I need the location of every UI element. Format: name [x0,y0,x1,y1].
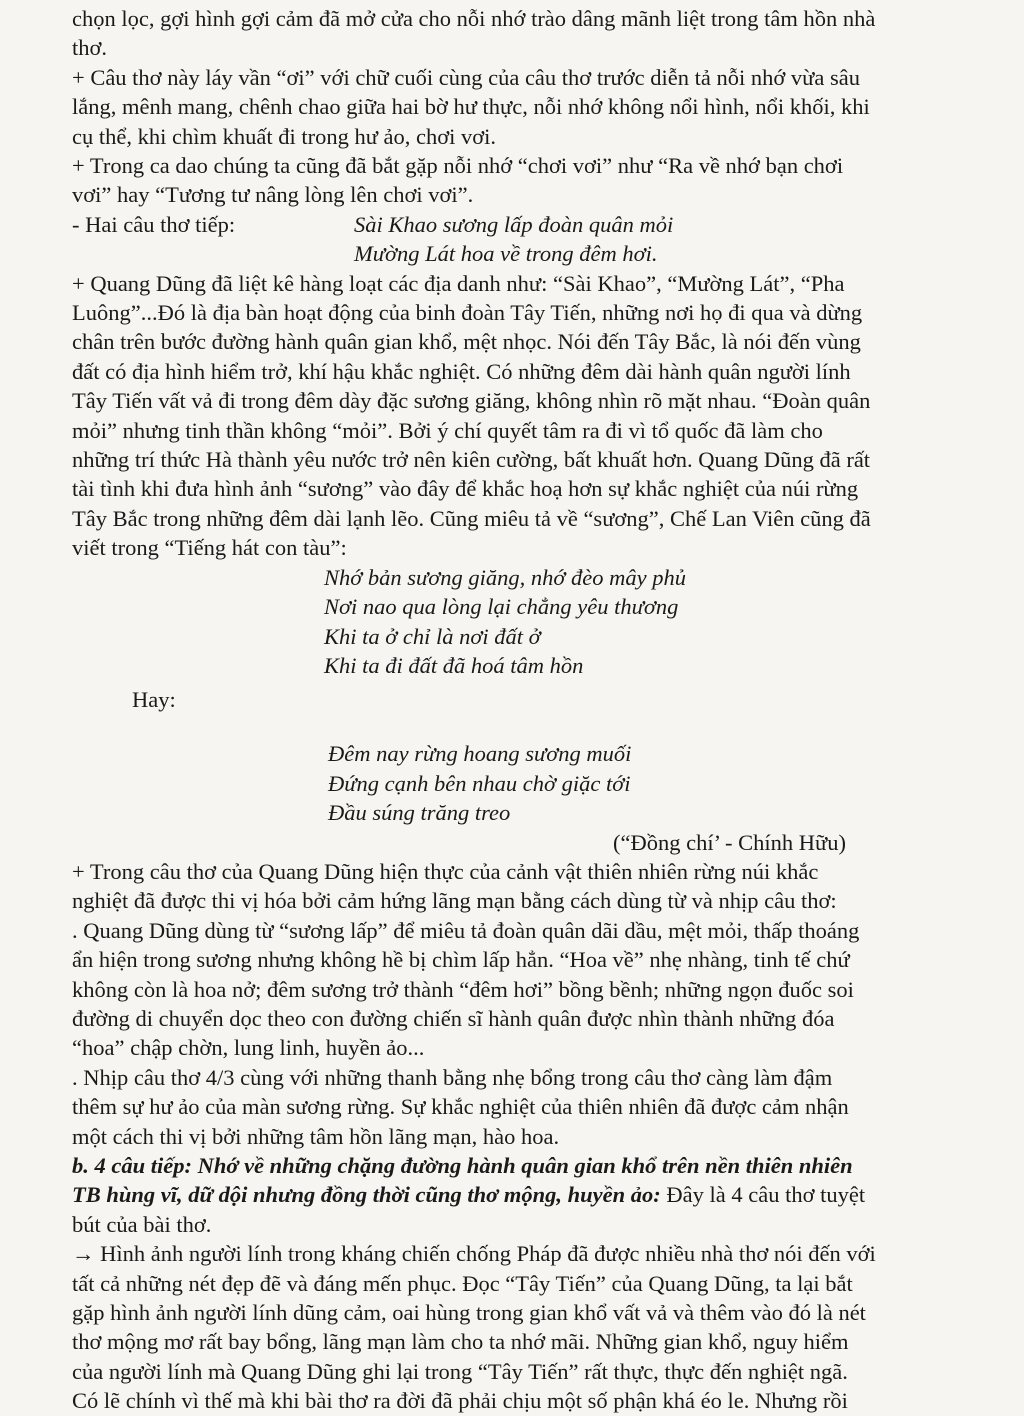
text-line: tài tình khi đưa hình ảnh “sương” vào đây để khắc hoạ hơn sự khắc nghiệt của núi rừng [72,476,859,502]
text-line: bút của bài thơ. [72,1211,212,1237]
text-line: mỏi” nhưng tinh thần không “mỏi”. Bởi ý chí quyết tâm ra đi vì tổ quốc đã làm cho [72,417,823,443]
text-line: thơ mộng mơ rất bay bổng, lãng mạn làm cho ta nhớ mãi. Những gian khổ, nguy hiểm [72,1329,849,1355]
section-heading-rest: Đây là 4 câu thơ tuyệt [660,1182,866,1208]
text-line: đất có địa hình hiểm trở, khí hậu khắc nghiệt. Có những đêm dài hành quân người lính [72,358,851,384]
text-line: chân trên bước đường hành quân gian khổ, mệt nhọc. Nói đến Tây Bắc, là nói đến vùng [72,329,861,355]
poem-stanza-che-lan-vien [72,563,978,681]
verse-pair [72,210,978,269]
verse-line: Sài Khao sương lấp đoàn quân mỏi [354,211,674,237]
text-line: “hoa” chập chờn, lung linh, huyền ảo... [72,1035,425,1061]
text-line: → Hình ảnh người lính trong kháng chiến chống Pháp đã được nhiều nhà thơ nói đến với [72,1241,876,1267]
realism-paragraph [72,857,978,1151]
section-heading-line [72,1180,978,1209]
verse-line: Mường Lát hoa về trong đêm hơi. [354,241,658,267]
text-line: những trí thức Hà thành yêu nước trở nên kiên cường, bất khuất hơn. Quang Dũng đã rất [72,447,871,473]
poem-line: Đứng cạnh bên nhau chờ giặc tới [328,770,631,796]
text-line: nghiệt đã được thi vị hóa bởi cảm hứng lãng mạn bằng cách dùng từ và nhịp câu thơ: [72,888,837,914]
text-line: + Quang Dũng đã liệt kê hàng loạt các địa danh như: “Sài Khao”, “Mường Lát”, “Pha [72,270,845,296]
text-line: đường di chuyển dọc theo con đường chiến sĩ hành quân được nhìn thành những đóa [72,1005,835,1031]
poem-line: Nhớ bản sương giăng, nhớ đèo mây phủ [324,564,687,590]
text-line: chọn lọc, gợi hình gợi cảm đã mở cửa cho nỗi nhớ trào dâng mãnh liệt trong tâm hồn nhà [72,6,876,31]
poem-line: Đầu súng trăng treo [328,800,511,826]
text-line: thêm sự hư ảo của màn sương rừng. Sự khắc nghiệt của thiên nhiên đã được cảm nhận [72,1094,849,1120]
place-paragraph [72,269,978,563]
text-line: . Nhịp câu thơ 4/3 cùng với những thanh bằng nhẹ bổng trong câu thơ càng làm đậm [72,1064,833,1090]
text-line: vơi” hay “Tương tư nâng lòng lên chơi vơi”. [72,182,474,208]
text-line: tất cả những nét đẹp đẽ và đáng mến phục. Đọc “Tây Tiến” của Quang Dũng, ta lại bắt [72,1270,853,1296]
section-heading-bold: TB hùng vĩ, dữ dội nhưng đồng thời cũng thơ mộng, huyền ảo: [72,1182,661,1208]
text-line: + Trong ca dao chúng ta cũng đã bắt gặp nỗi nhớ “chơi vơi” như “Ra về nhớ bạn chơi [72,153,844,179]
poem-line: Đêm nay rừng hoang sương muối [328,741,632,767]
text-line: không còn là hoa nở; đêm sương trở thành “đêm hơi” bồng bềnh; những ngọn đuốc soi [72,976,854,1002]
text-line: cụ thể, khi chìm khuất đi trong hư ảo, chơi vơi. [72,123,497,149]
text-line: lắng, mênh mang, chênh chao giữa hai bờ hư thực, nỗi nhớ không nổi hình, nổi khối, khi [72,94,870,120]
poem-line: Khi ta ở chỉ là nơi đất ở [324,623,541,649]
poem-line: Nơi nao qua lòng lại chẳng yêu thương [324,594,679,620]
poem-line: Khi ta đi đất đã hoá tâm hồn [324,652,584,678]
intro-paragraph [72,4,978,210]
text-line: Tây Bắc trong những đêm dài lạnh lẽo. Cũng miêu tả về “sương”, Chế Lan Viên cũng đã [72,505,871,531]
text-line: . Quang Dũng dùng từ “sương lấp” để miêu tả đoàn quân dãi dầu, mệt mỏi, thấp thoáng [72,917,860,943]
text-line: một cách thi vị bởi những tâm hồn lãng mạn, hào hoa. [72,1123,560,1149]
text-line: Luông”...Đó là địa bàn hoạt động của binh đoàn Tây Tiến, những nơi họ đi qua và dừng [72,300,863,326]
text-line: + Câu thơ này láy vần “ơi” với chữ cuối cùng của câu thơ trước diễn tả nỗi nhớ vừa sâu [72,64,860,90]
text-line: viết trong “Tiếng hát con tàu”: [72,535,347,561]
verse-label: - Hai câu thơ tiếp: [72,211,236,237]
poem-citation: (“Đồng chí’ - Chính Hữu) [613,829,846,855]
hay-label: Hay: [132,687,176,713]
section-b-heading [72,1151,978,1239]
section-heading-line: b. 4 câu tiếp: Nhớ về những chặng đường hành quân gian khổ trên nền thiên nhiên [72,1153,853,1179]
poem-stanza-chinh-huu [72,739,978,827]
text-line: của người lính mà Quang Dũng ghi lại trong “Tây Tiến” rất thực, thực đến nghiệt ngã. [72,1358,848,1384]
text-line: ẩn hiện trong sương nhưng không hề bị chìm lấp hẳn. “Hoa về” nhẹ nhàng, tinh tế chứ [72,947,850,973]
final-paragraph [72,1239,978,1415]
text-line: thơ. [72,35,108,61]
text-line: gặp hình ảnh người lính dũng cảm, oai hùng trong gian khổ vất vả và thêm vào đó là nét [72,1300,866,1326]
text-line: + Trong câu thơ của Quang Dũng hiện thực của cảnh vật thiên nhiên rừng núi khắc [72,858,819,884]
text-line: Có lẽ chính vì thế mà khi bài thơ ra đời đã phải chịu một số phận khá éo le. Nhưng rồi [72,1388,848,1414]
verse-row [72,210,978,239]
text-line: Tây Tiến vất vả đi trong đêm dày đặc sương giăng, không nhìn rõ mặt nhau. “Đoàn quân [72,388,871,414]
